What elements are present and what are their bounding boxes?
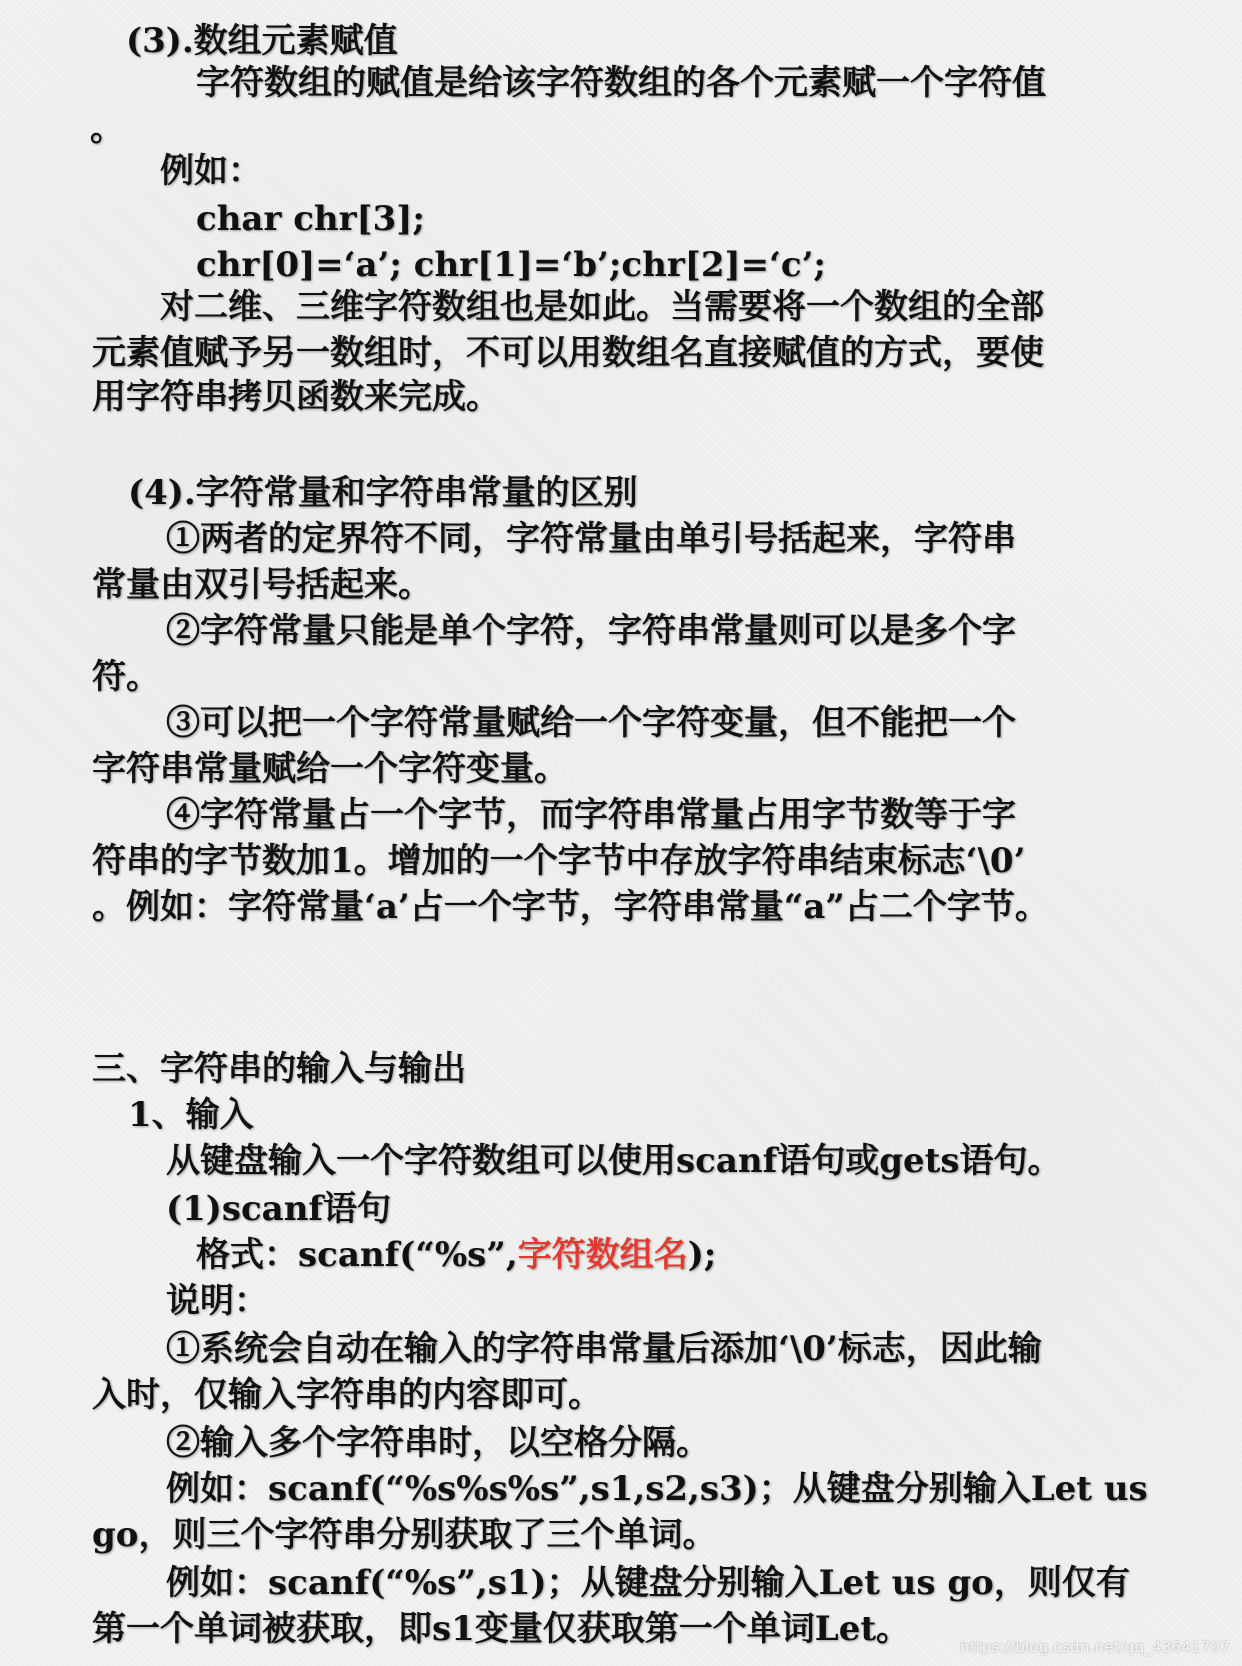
- section4-point4-line2: 符串的字节数加1。增加的一个字节中存放字符串结束标志‘\0’: [92, 841, 1026, 881]
- scanf-heading: (1)scanf语句: [166, 1189, 392, 1229]
- section3-line1: 字符数组的赋值是给该字符数组的各个元素赋一个字符值: [196, 63, 1046, 103]
- scanf-format-suffix: );: [687, 1235, 717, 1275]
- example1-line1: 例如：scanf(“%s%s%s”,s1,s2,s3)；从键盘分别输入Let us: [166, 1469, 1148, 1509]
- section4-point3-line2: 字符串常量赋给一个字符变量。: [92, 749, 568, 789]
- section-three-heading: 三、字符串的输入与输出: [92, 1049, 466, 1089]
- section4-point2-line2: 符。: [92, 657, 160, 697]
- section4-point1-line2: 常量由双引号括起来。: [92, 565, 432, 605]
- section3-example-label: 例如：: [160, 151, 262, 191]
- note-label: 说明：: [166, 1281, 268, 1321]
- section4-point2-line1: ②字符常量只能是单个字符，字符串常量则可以是多个字: [166, 611, 1016, 651]
- section3-line1-end: 。: [90, 109, 124, 149]
- section4-point4-line1: ④字符常量占一个字节，而字符串常量占用字节数等于字: [166, 795, 1016, 835]
- section3-para-line3: 用字符串拷贝函数来完成。: [92, 377, 500, 417]
- section-three-intro: 从键盘输入一个字符数组可以使用scanf语句或gets语句。: [166, 1141, 1062, 1181]
- section3-code1: char chr[3];: [196, 199, 425, 239]
- section3-heading: (3).数组元素赋值: [126, 21, 398, 61]
- section4-point1-line1: ①两者的定界符不同，字符常量由单引号括起来，字符串: [166, 519, 1016, 559]
- note1-line1: ①系统会自动在输入的字符串常量后添加‘\0’标志，因此输: [166, 1329, 1042, 1369]
- note2: ②输入多个字符串时，以空格分隔。: [166, 1423, 710, 1463]
- scanf-format-line: [196, 1235, 717, 1275]
- section4-point3-line1: ③可以把一个字符常量赋给一个字符变量，但不能把一个: [166, 703, 1016, 743]
- section4-heading: (4).字符常量和字符串常量的区别: [128, 473, 638, 513]
- example2-line1: 例如：scanf(“%s”,s1)；从键盘分别输入Let us go，则仅有: [166, 1563, 1130, 1603]
- example1-line2: go，则三个字符串分别获取了三个单词。: [92, 1515, 717, 1555]
- section-three-sub1: 1、输入: [128, 1095, 254, 1135]
- scanf-format-prefix: 格式：scanf(“%s”,: [196, 1235, 518, 1275]
- section3-para-line2: 元素值赋予另一数组时，不可以用数组名直接赋值的方式，要使: [92, 333, 1044, 373]
- scanf-format-highlight: 字符数组名: [517, 1235, 688, 1275]
- note1-line2: 入时，仅输入字符串的内容即可。: [92, 1375, 602, 1415]
- section4-point4-line3: 。例如：字符常量‘a’占一个字节，字符串常量“a”占二个字节。: [92, 887, 1049, 927]
- section3-code2: chr[0]=‘a’; chr[1]=‘b’;chr[2]=‘c’;: [196, 245, 826, 285]
- example2-line2: 第一个单词被获取，即s1变量仅获取第一个单词Let。: [92, 1609, 911, 1649]
- section3-para-line1: 对二维、三维字符数组也是如此。当需要将一个数组的全部: [160, 287, 1044, 327]
- watermark-url: https://blog.csdn.net/qq_43641707: [960, 1638, 1230, 1656]
